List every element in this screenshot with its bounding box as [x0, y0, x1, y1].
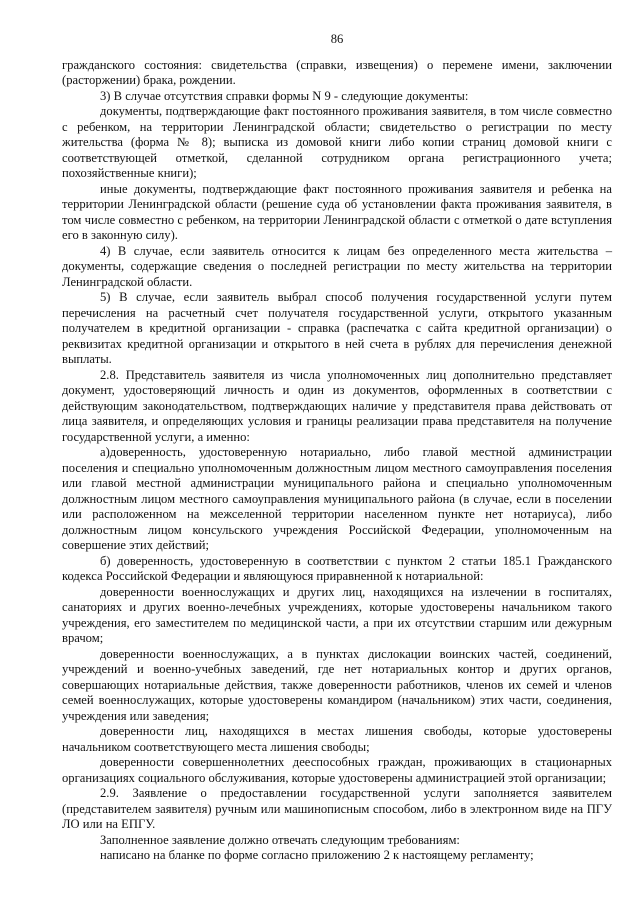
paragraph: а)доверенность, удостоверенную нотариально, либо главой местной администрации поселения и специально уполномоченным должностным лицом местного самоуправления поселения или главой местной администрации муниципального района и специально уполномоченным должностным лицом местного самоуправления муниципального района (в случае, если в поселении или расположенном на межселенной территории населенном пункте нет нотариуса), либо должностным лицом консульского учреждения Российской Федерации, уполномоченным на совершение этих действий; — [62, 445, 612, 552]
paragraph: б) доверенность, удостоверенную в соответствии с пунктом 2 статьи 185.1 Гражданского кодекса Российской Федерации и являющуюся приравненной к нотариальной: — [62, 553, 612, 583]
paragraph: 2.8. Представитель заявителя из числа уполномоченных лиц дополнительно представляет документ, удостоверяющий личность и один из документов, оформленных в соответствии с действующим законодательством, подтверждающих наличие у представителя права действовать от лица заявителя, и определяющих условия и границы реализации права представителя на получение государственной услуги, а именно: — [62, 367, 612, 444]
paragraph: доверенности военнослужащих, а в пунктах дислокации воинских частей, соединений, учреждений и военно-учебных заведений, где нет нотариальных контор и других органов, совершающих нотариальные действия, также доверенности работников, членов их семей и членов семей военнослужащих, которые удостоверены командиром (начальником) этих части, соединения, учреждения или заведения; — [62, 646, 612, 723]
paragraph: документы, подтверждающие факт постоянного проживания заявителя, в том числе совместно с ребенком, на территории Ленинградской области; свидетельство о регистрации по месту жительства (форма № 8); выписка из домовой книги либо копии страниц домовой книги с соответствующей отметкой, сделанной сотрудником органа регистрационного учета; похозяйственные книги); — [62, 104, 612, 180]
paragraph: доверенности совершеннолетних дееспособных граждан, проживающих в стационарных организациях социального обслуживания, которые удостоверены администрацией этой организации; — [62, 755, 612, 785]
paragraph: 2.9. Заявление о предоставлении государственной услуги заполняется заявителем (представителем заявителя) ручным или машинописным способом, либо в электронном виде на ПГУ ЛО или на ЕПГУ. — [62, 786, 612, 831]
paragraph: 5) В случае, если заявитель выбрал способ получения государственной услуги путем перечисления на расчетный счет получателя государственной услуги, открытого указанным получателем в кредитной организации - справка (распечатка с сайта кредитной организации) о реквизитах кредитной организации и открытого в ней счета в рублях для перечисления денежной выплаты. — [62, 290, 612, 366]
paragraph: доверенности военнослужащих и других лиц, находящихся на излечении в госпиталях, санаториях и других военно-лечебных учреждениях, которые удостоверены начальником такого учреждения, его заместителем по медицинской части, а при их отсутствии старшим или дежурным врачом; — [62, 584, 612, 645]
document-body — [62, 58, 612, 864]
paragraph: иные документы, подтверждающие факт постоянного проживания заявителя и ребенка на территории Ленинградской области (решение суда об установлении факта проживания заявителя, в том числе совместно с ребенком, на территории Ленинградской области с отметкой о дате вступления его в законную силу). — [62, 181, 612, 242]
paragraph: написано на бланке по форме согласно приложению 2 к настоящему регламенту; — [100, 848, 534, 862]
paragraph: 3) В случае отсутствия справки формы N 9 - следующие документы: — [100, 88, 469, 103]
paragraph: Заполненное заявление должно отвечать следующим требованиям: — [100, 832, 460, 847]
paragraph: 4) В случае, если заявитель относится к лицам без определенного места жительства – документы, содержащие сведения о последней регистрации по месту жительства на территории Ленинградской области. — [62, 243, 612, 289]
page-number: 86 — [330, 32, 344, 46]
paragraph: доверенности лиц, находящихся в местах лишения свободы, которые удостоверены начальником соответствующего места лишения свободы; — [62, 724, 612, 754]
paragraph: гражданского состояния: свидетельства (справки, извещения) о перемене имени, заключении (расторжении) брака, рождении. — [62, 57, 612, 87]
